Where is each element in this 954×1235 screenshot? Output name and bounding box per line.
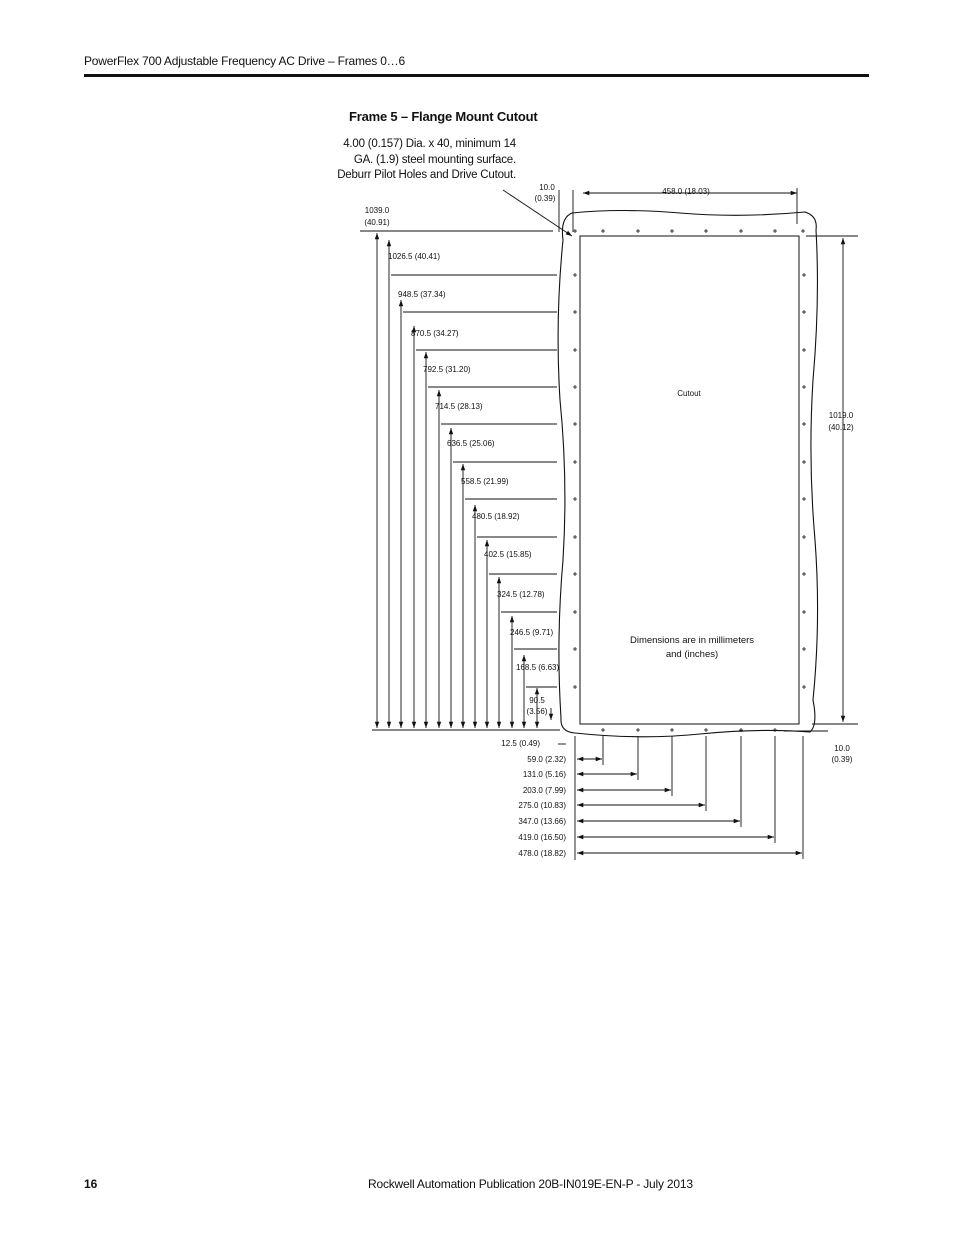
pilot-hole-mark <box>739 229 743 233</box>
pilot-hole-mark <box>573 385 577 389</box>
vertical-dimension-label: 246.5 (9.71) <box>510 628 554 637</box>
pilot-hole-mark <box>802 497 806 501</box>
cutout-label: Cutout <box>677 389 701 398</box>
pilot-hole-mark <box>573 348 577 352</box>
section-title: Frame 5 – Flange Mount Cutout <box>349 109 538 124</box>
mounting-note-line-3: Deburr Pilot Holes and Drive Cutout. <box>337 169 516 181</box>
horizontal-dimension-label: 419.0 (16.50) <box>518 833 566 842</box>
vertical-dimension-label: 792.5 (31.20) <box>423 365 471 374</box>
mounting-note-line-1: 4.00 (0.157) Dia. x 40, minimum 14 <box>343 138 516 150</box>
pilot-hole-mark <box>636 229 640 233</box>
pilot-hole-mark <box>802 460 806 464</box>
publication-info: Rockwell Automation Publication 20B-IN019E-EN-P - July 2013 <box>368 1177 693 1191</box>
page-header-title: PowerFlex 700 Adjustable Frequency AC Drive – Frames 0…6 <box>84 54 405 68</box>
pilot-hole-mark <box>802 535 806 539</box>
vertical-dimension-label: 948.5 (37.34) <box>398 290 446 299</box>
dimension-lines <box>360 188 858 860</box>
pilot-hole-mark <box>573 610 577 614</box>
pilot-hole-mark <box>802 385 806 389</box>
pilot-hole-mark <box>802 647 806 651</box>
pilot-hole-mark <box>802 273 806 277</box>
horizontal-dimension-label: 203.0 (7.99) <box>522 786 566 795</box>
vertical-dimension-label: 714.5 (28.13) <box>435 402 483 411</box>
pilot-hole-mark <box>636 728 640 732</box>
pilot-hole-mark <box>802 685 806 689</box>
units-note-line-2: and (inches) <box>665 649 719 660</box>
pilot-hole-mark <box>704 229 708 233</box>
right-height-label-2: (40.12) <box>828 423 854 432</box>
pilot-hole-mark <box>773 728 777 732</box>
top-width-label: 458.0 (18.03) <box>662 187 710 196</box>
vertical-dimension-label: 870.5 (34.27) <box>411 329 459 338</box>
pilot-hole-mark <box>573 647 577 651</box>
horizontal-dimension-label: 347.0 (13.66) <box>518 817 566 826</box>
pilot-hole-mark <box>573 572 577 576</box>
pilot-hole-mark <box>573 422 577 426</box>
bottom-offset-label: 12.5 (0.49) <box>501 739 540 748</box>
top-margin-label-1: 10.0 <box>539 183 555 192</box>
small-vertical-label-1: 90.5 <box>529 696 545 705</box>
right-margin-label-2: (0.39) <box>831 755 853 764</box>
horizontal-dimension-label: 131.0 (5.16) <box>522 770 566 779</box>
pilot-hole-mark <box>773 229 777 233</box>
vertical-dimension-label: 1026.5 (40.41) <box>388 252 441 261</box>
pilot-hole-mark <box>802 610 806 614</box>
horizontal-dimension-label: 478.0 (18.82) <box>518 849 566 858</box>
pilot-hole-mark <box>801 229 805 233</box>
vertical-dimension-label: 402.5 (15.85) <box>484 550 532 559</box>
pilot-hole-mark <box>573 497 577 501</box>
vertical-dimension-label: 324.5 (12.78) <box>497 590 545 599</box>
pilot-hole-mark <box>601 728 605 732</box>
right-margin-label-1: 10.0 <box>834 744 850 753</box>
pilot-hole-mark <box>704 728 708 732</box>
pilot-hole-mark <box>573 460 577 464</box>
vertical-dimension-label: 168.5 (6.63) <box>516 663 560 672</box>
pilot-hole-mark <box>802 348 806 352</box>
pilot-hole-mark <box>802 422 806 426</box>
pilot-hole-mark <box>670 229 674 233</box>
overall-height-label-1: 1039.0 <box>364 206 390 215</box>
horizontal-dimension-label: 275.0 (10.83) <box>518 801 566 810</box>
pilot-hole-mark <box>573 273 577 277</box>
pilot-hole-mark <box>601 229 605 233</box>
pilot-hole-mark <box>802 572 806 576</box>
pilot-hole-mark <box>573 685 577 689</box>
small-vertical-label-2: (3.56) <box>526 707 548 716</box>
units-note-line-1: Dimensions are in millimeters <box>629 635 755 646</box>
overall-height-label-2: (40.91) <box>364 218 390 227</box>
right-height-label-1: 1019.0 <box>828 411 854 420</box>
pilot-hole-mark <box>573 229 577 233</box>
mounting-note-line-2: GA. (1.9) steel mounting surface. <box>353 153 516 166</box>
pilot-hole-mark <box>573 310 577 314</box>
pilot-hole-mark <box>573 535 577 539</box>
vertical-dimension-label: 480.5 (18.92) <box>472 512 520 521</box>
vertical-dimension-label: 636.5 (25.06) <box>447 439 495 448</box>
top-margin-label-2: (0.39) <box>534 194 556 203</box>
pilot-hole-mark <box>802 310 806 314</box>
pilot-hole-mark <box>670 728 674 732</box>
horizontal-dimension-label: 59.0 (2.32) <box>527 755 566 764</box>
page-number: 16 <box>84 1177 98 1191</box>
vertical-dimension-label: 558.5 (21.99) <box>461 477 509 486</box>
